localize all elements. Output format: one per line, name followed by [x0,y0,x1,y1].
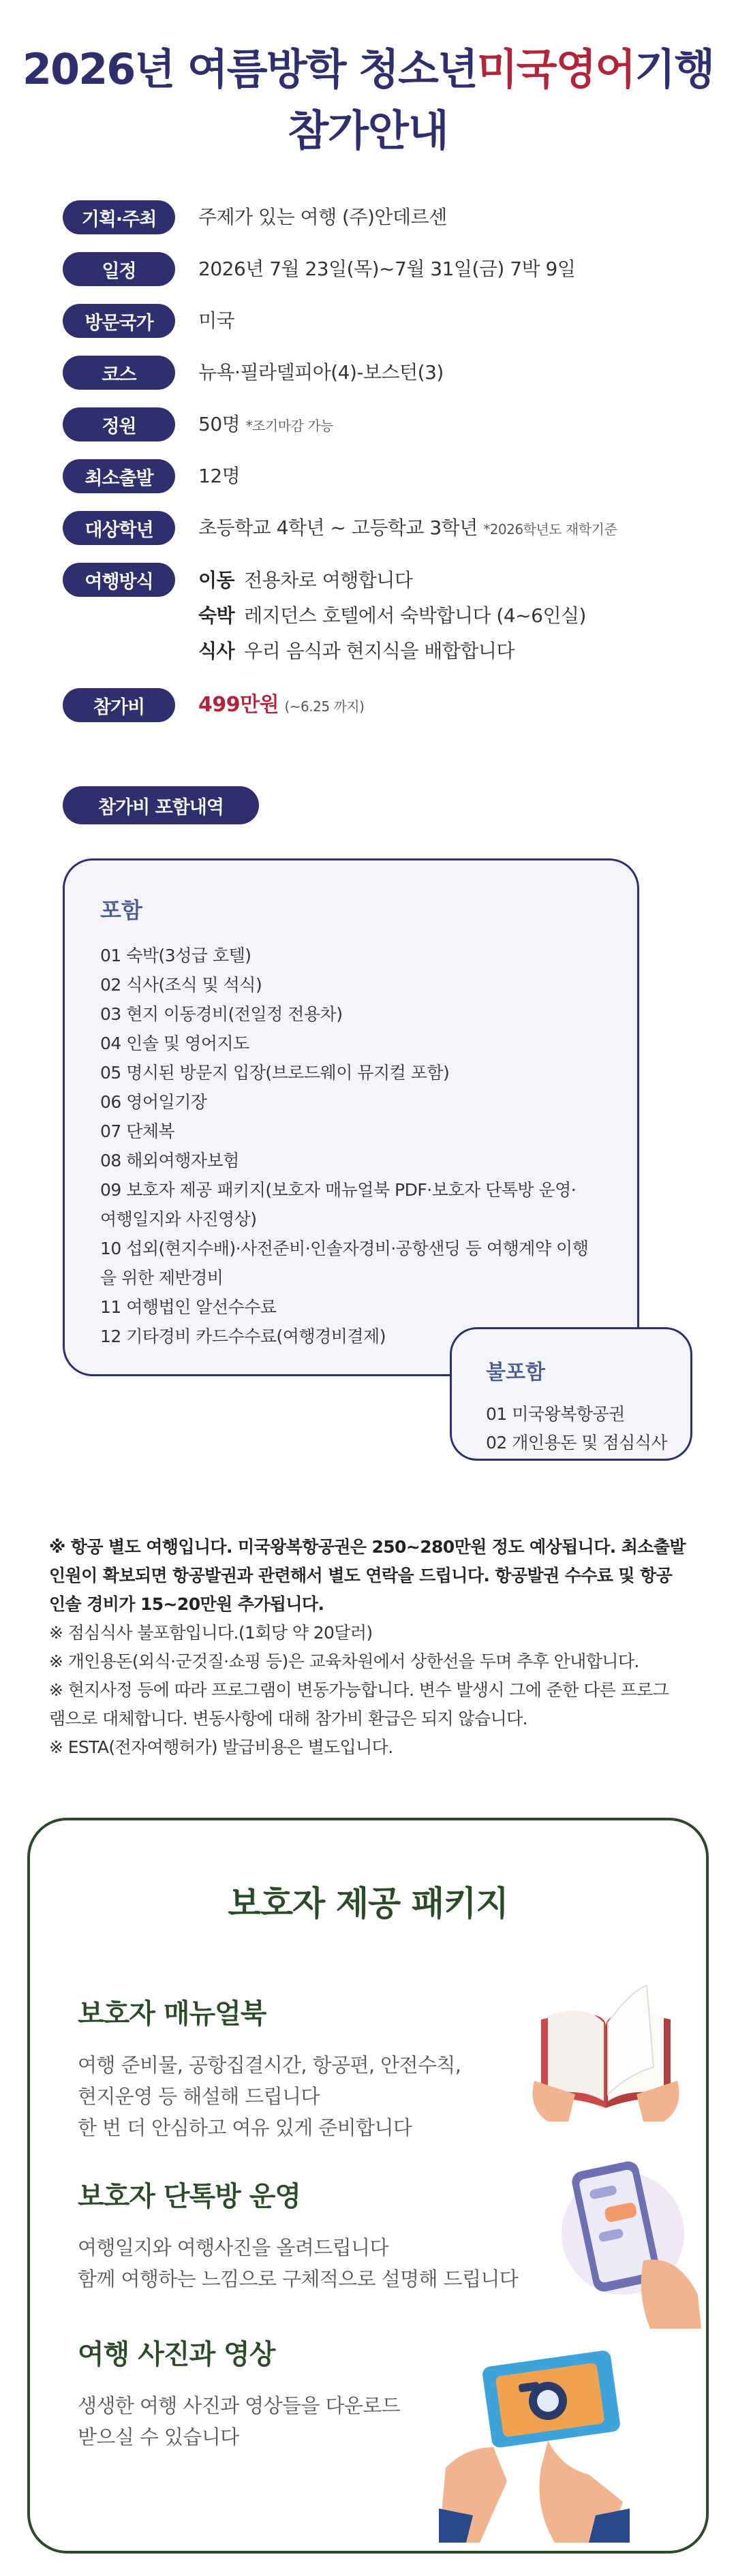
list-item: 10 섭외(현지수배)·사전준비·인솔자경비·공항샌딩 등 여행계약 이행 [100,1239,589,1258]
info-row-fee [63,688,364,724]
list-item: 여행일지와 사진영상) [100,1209,257,1229]
note-bold-line: ※ 항공 별도 여행입니다. 미국왕복항공권은 250~280만원 정도 예상됩니다. 최소출발 [49,1537,686,1557]
value-capacity [198,407,333,443]
smartphone-chat-icon [562,2158,705,2329]
label-pill-min-departure: 최소출발 [63,459,175,493]
value-organizer: 주제가 있는 여행 (주)안데르센 [198,206,447,228]
list-item: 12 기타경비 카드수수료(여행경비결제) [100,1326,386,1346]
package-section-title: 여행 사진과 영상 [78,2339,275,2370]
info-row-schedule [63,252,575,286]
list-item: 01 미국왕복항공권 [486,1404,625,1424]
note-line: ※ 개인용돈(외식·군것질·쇼핑 등)은 교육차원에서 상한선을 두며 추후 안내합니다. [49,1651,639,1671]
list-item: 02 식사(조식 및 석식) [100,975,262,995]
label-pill-country: 방문국가 [63,304,175,338]
label-pill-travel-mode: 여행방식 [63,563,175,597]
label-pill-capacity: 정원 [63,407,175,441]
travel-mode-lines [198,563,586,669]
value-min-departure: 12명 [198,465,241,487]
package-title: 보호자 제공 패키지 [228,1884,508,1923]
package-section-text: 여행일지와 여행사진을 올려드립니다 함께 여행하는 느낌으로 구체적으로 설명해 드립니다 [78,2236,519,2291]
excluded-title: 불포함 [486,1361,545,1384]
label-pill-fee: 참가비 [63,688,175,722]
excluded-box [450,1327,692,1461]
info-row-min-departure [63,459,240,493]
value-fee [198,688,364,724]
target-value: 초등학교 4학년 ~ 고등학교 3학년 [198,516,478,539]
capacity-note: *조기마감 가능 [245,418,333,434]
parent-package-box [27,1818,709,2554]
fee-price: 499만원 [198,693,279,717]
book-icon [527,1978,684,2128]
page-title-line1 [0,41,736,98]
value-schedule: 2026년 7월 23일(목)~7월 31일(금) 7박 9일 [198,258,576,280]
info-row-country [63,304,234,338]
list-item: 07 단체복 [100,1121,175,1141]
info-row-course [63,356,444,390]
label-pill-target: 대상학년 [63,511,175,545]
label-pill-organizer: 기획·주최 [63,200,175,234]
camera-icon [439,2345,630,2543]
list-item: 04 인솔 및 영어지도 [100,1034,249,1053]
list-item: 02 개인용돈 및 점심식사 [486,1433,668,1453]
included-box [63,858,639,1376]
package-section-text: 생생한 여행 사진과 영상들을 다운로드 받으실 수 있습니다 [78,2394,401,2449]
note-bold-line: 인솔 경비가 15~20만원 추가됩니다. [49,1594,324,1614]
travel-mode-line: 이동 전용차로 여행합니다 [198,569,413,591]
value-course: 뉴욕·필라델피아(4)-보스턴(3) [198,361,444,384]
package-section-title: 보호자 매뉴얼북 [78,1998,266,2030]
inclusions-pill: 참가비 포함내역 [63,786,259,824]
list-item: 09 보호자 제공 패키지(보호자 매뉴얼북 PDF·보호자 단톡방 운영· [100,1180,577,1200]
page-title-line2: 참가안내 [288,106,448,155]
info-row-travel-mode [63,563,586,669]
package-section-text: 여행 준비물, 공항집결시간, 항공편, 안전수칙, 현지운영 등 해설해 드립니다 한 번 더 안심하고 여유 있게 준비합니다 [78,2053,461,2139]
capacity-value: 50명 [198,413,241,435]
info-row-target [63,511,617,546]
label-pill-schedule: 일정 [63,252,175,286]
included-title: 포함 [100,897,142,923]
value-target [198,511,617,546]
note-bold-line: 인원이 확보되면 항공발권과 관련해서 별도 연락을 드립니다. 항공발권 수수료 및 항공 [49,1566,673,1585]
list-item: 06 영어일기장 [100,1092,207,1112]
target-note: *2026학년도 재학기준 [483,521,617,538]
title-line1-post: 기행 [634,44,714,94]
excluded-list [486,1400,667,1457]
list-item: 03 현지 이동경비(전일정 전용차) [100,1004,343,1024]
note-line: 램으로 대체합니다. 변동사항에 대해 참가비 환급은 되지 않습니다. [49,1709,527,1728]
travel-mode-line: 숙박 레지던스 호텔에서 숙박합니다 (4~6인실) [198,604,586,627]
note-line: ※ 점심식사 불포함입니다.(1회당 약 20달러) [49,1623,373,1643]
list-item: 을 위한 제반경비 [100,1268,224,1288]
package-section-title: 보호자 단톡방 운영 [78,2181,301,2212]
fee-note: (~6.25 까지) [284,698,365,715]
travel-mode-line: 식사 우리 음식과 현지식을 배합합니다 [198,640,515,662]
info-row-organizer [63,200,447,234]
list-item: 11 여행법인 알선수수료 [100,1297,277,1317]
list-item: 05 명시된 방문지 입장(브로드웨이 뮤지컬 포함) [100,1063,450,1083]
title-block [0,41,736,159]
note-line: ※ 현지사정 등에 따라 프로그램이 변동가능합니다. 변수 발생시 그에 준한 다른 프로그 [49,1680,669,1700]
title-line1-pre: 2026년 여름방학 청소년 [22,44,477,94]
list-item: 01 숙박(3성급 호텔) [100,946,251,965]
info-row-capacity [63,407,333,443]
note-line: ※ ESTA(전자여행허가) 발급비용은 별도입니다. [49,1737,393,1757]
included-list [100,941,618,1351]
notes-block [49,1533,690,1762]
label-pill-course: 코스 [63,356,175,390]
value-country: 미국 [198,309,235,332]
list-item: 08 해외여행자보험 [100,1151,239,1170]
title-line1-accent: 미국영어 [476,44,635,94]
